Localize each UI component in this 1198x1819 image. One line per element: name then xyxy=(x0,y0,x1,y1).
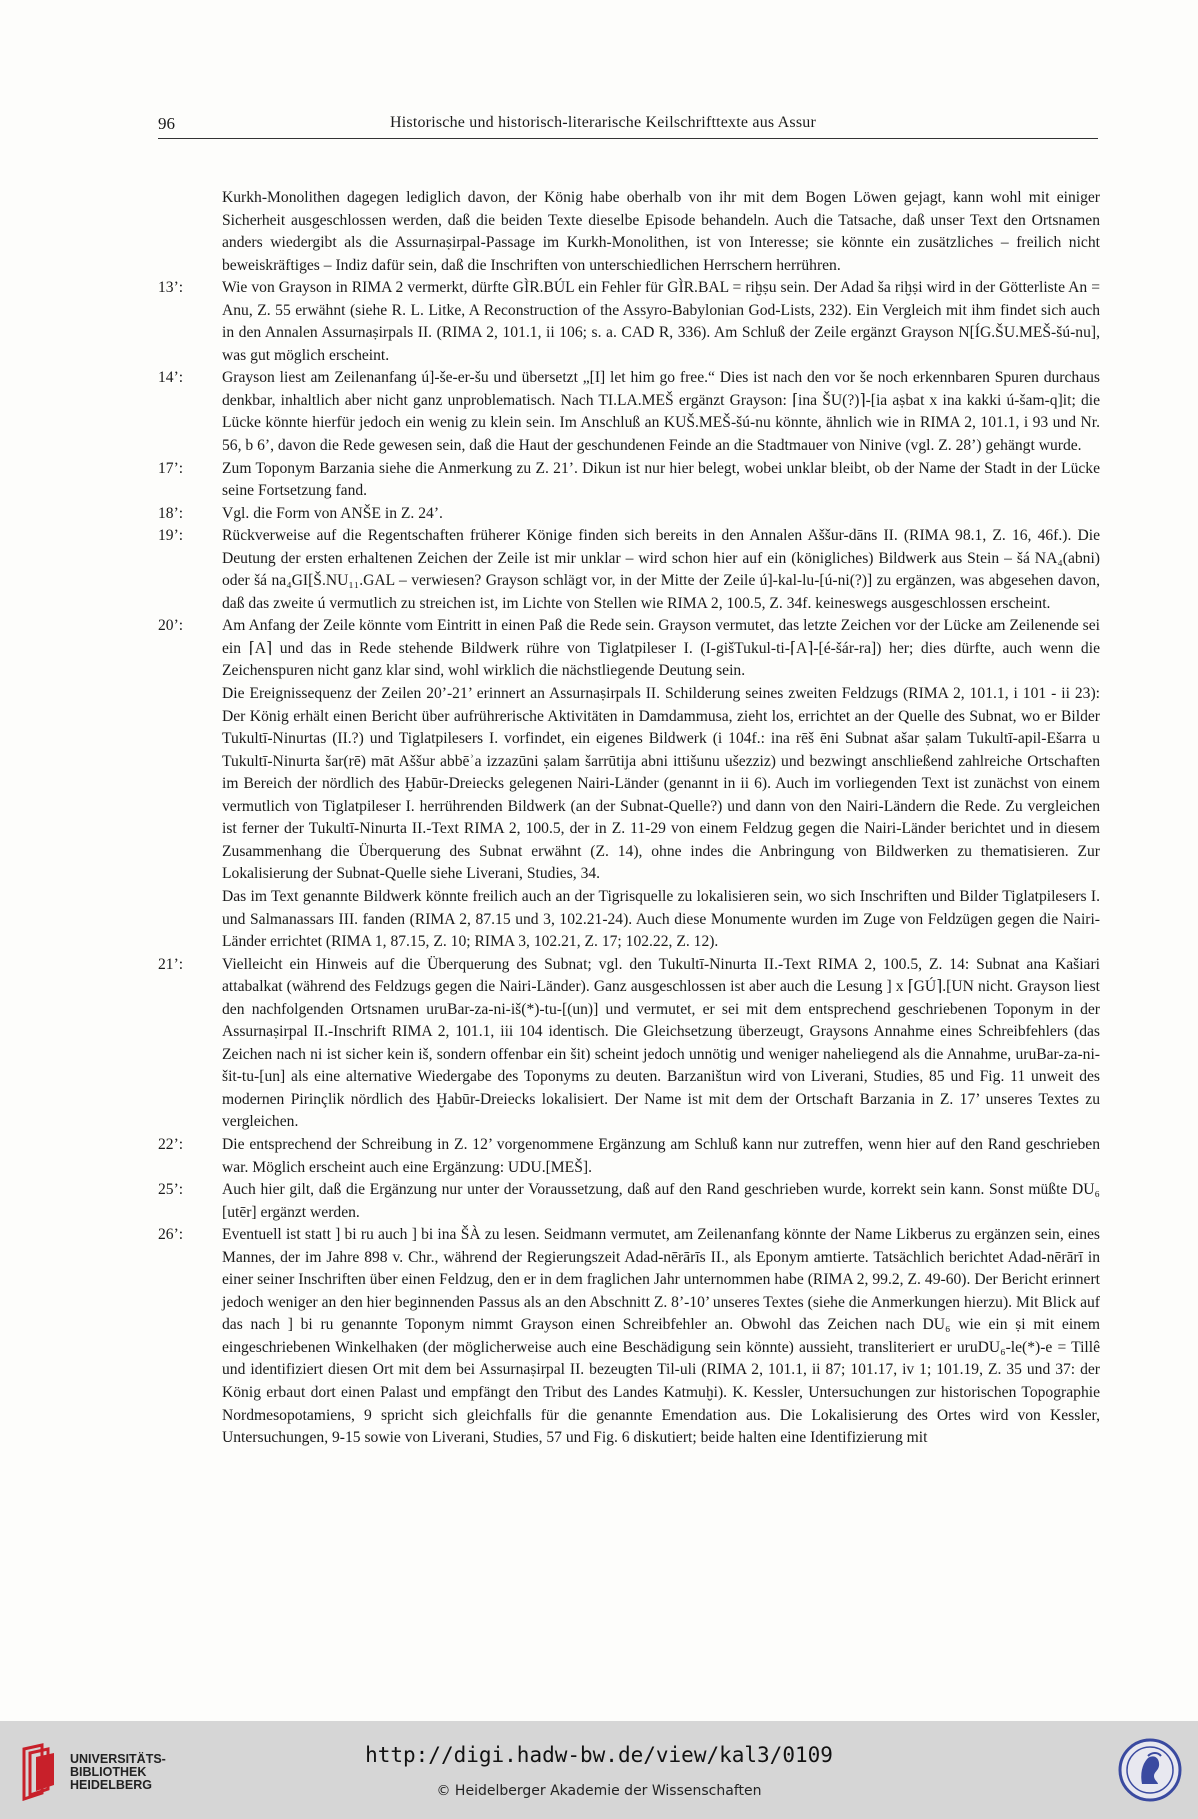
note-20-continuation-2: Das im Text genannte Bildwerk könnte freilich auch an der Tigrisquelle zu lokalisieren sein, wo sich Inschriften und Bilder Tiglatpilesers I. und Salmanassars III. fanden (RIMA 2, 87.15 und 3, 102.21-24). Auch diese Monumente wurden im Zuge von Feldzügen gegen die Nairi-Länder errichtet (RIMA 1, 87.15, Z. 10; RIMA 3, 102.21, Z. 17; 102.22, Z. 12). xyxy=(222,887,1100,951)
note-14 xyxy=(158,367,1100,457)
note-26 xyxy=(158,1224,1100,1449)
note-19 xyxy=(158,525,1100,615)
intro-paragraph: Kurkh-Monolithen dagegen lediglich davon, der König habe oberhalb von ihr mit dem Bogen Löwen gejagt, kann wohl mit einiger Sicherheit ausgeschlossen werden, daß die beiden Texte dieselbe Episode behandeln. Auch die Tatsache, daß unser Text den Ortsnamen anders wiedergibt als die Assurnaṣirpal-Passage im Kurkh-Monolithen, ist von Interesse; sie könnte ein zusätzliches – freilich nicht beweiskräftiges – Indiz dafür sein, daß die Inschriften von unterschiedlichen Herrschern herrühren. xyxy=(222,189,1100,274)
note-number: 17’: xyxy=(158,459,184,477)
note-20 xyxy=(158,615,1100,683)
academy-seal-icon[interactable] xyxy=(1118,1738,1182,1802)
note-text: Grayson liest am Zeilenanfang ú]-še-er-šu und übersetzt „[I] let him go free.“ Dies ist nach den vor še noch erkennbaren Spuren durchaus denkbar, inhaltlich aber nicht ganz unproblematisch. Nach TI.LA.MEŠ ergänzt Grayson: ⌈ina ŠU(?)⌉-[ia aṣbat x ina kakki ú-šam-q]it; die Lücke könnte hierfür jedoch ein wenig zu klein sein. Im Anschluß an KUŠ.MEŠ-šú-nu könnte, ähnlich wie in RIMA 2, 101.1, i 93 und Nr. 56, b 6’, davon die Rede gewesen sein, daß die Haut der geschundenen Feinde an die Stadtmauer von Ninive (vgl. Z. 28’) gehängt wurde. xyxy=(222,369,1100,455)
note-number: 21’: xyxy=(158,955,184,973)
library-name-line: UNIVERSITÄTS- xyxy=(70,1752,166,1766)
digitization-footer xyxy=(0,1721,1198,1819)
running-header xyxy=(158,112,1098,139)
note-text: Auch hier gilt, daß die Ergänzung nur unter der Voraussetzung, daß auf den Rand geschrieben wurde, korrekt sein kann. Sonst müßte DU₆ [utēr] ergänzt werden. xyxy=(222,1181,1100,1221)
note-25 xyxy=(158,1179,1100,1224)
page-number: 96 xyxy=(158,114,175,133)
note-number: 13’: xyxy=(158,279,184,297)
note-number: 19’: xyxy=(158,527,184,545)
note-18 xyxy=(158,503,1100,526)
note-number: 20’: xyxy=(158,617,184,635)
note-text: Vgl. die Form von ANŠE in Z. 24’. xyxy=(222,504,443,522)
note-text: Eventuell ist statt ] bi ru auch ] bi ina ŠÀ zu lesen. Seidmann vermutet, am Zeilenanfang könnte der Name Likberus zu ergänzen sein, eines Mannes, der im Jahre 898 v. Chr., während der Regierungszeit Adad-nērārīs II., als Eponym amtierte. Tatsächlich berichtet Adad-nērārī in einer seiner Inschriften über einen Feldzug, den er in dem fraglichen Jahr unternommen habe (RIMA 2, 99.2, Z. 49-60). Der Bericht erinnert jedoch weniger an den hier beginnenden Passus als an den Abschnitt Z. 8’-10’ unseres Textes (siehe die Anmerkungen hierzu). Mit Blick auf das nach ] bi ru genannte Toponym nimmt Grayson einen Schreibfehler an. Obwohl das Zeichen nach DU₆ wie ein ṣi mit einem eingeschriebenen Winkelhaken (der möglicherweise auch eine Beschädigung sein könnte) aussieht, transliteriert er uruDU₆-le(*)-e = Tillê und identifiziert diesen Ort mit dem bei Assurnaṣirpal II. bezeugten Til-uli (RIMA 2, 101.1, ii 87; 101.17, iv 1; 101.19, Z. 35 und 37: der König erbaut dort einen Palast und empfängt den Tribut des Landes Katmuḫi). K. Kessler, Untersuchungen zur historischen Topographie Nordmesopotamiens, 9 spricht sich gleichfalls für die genannte Emendation aus. Die Lokalisierung des Ortes wird von Kessler, Untersuchungen, 9-15 sowie von Liverani, Studies, 57 und Fig. 6 diskutiert; beide halten eine Identifizierung mit xyxy=(222,1226,1100,1447)
permalink-url[interactable]: http://digi.hadw-bw.de/view/kal3/0109 xyxy=(365,1743,833,1767)
note-text: Am Anfang der Zeile könnte vom Eintritt in einen Paß die Rede sein. Grayson vermutet, das letzte Zeichen vor der Lücke am Zeilenende sei ein ⌈A⌉ und das in Rede stehende Bildwerk rühre von Tiglatpileser I. (I-gišTukul-ti-⌈A⌉-[é-šár-ra]) her; dies dürfte, auch wenn die Zeichenspuren nicht ganz klar sind, wohl wirklich die nächstliegende Deutung sein. xyxy=(222,617,1100,680)
note-20-continuation-1: Die Ereignissequenz der Zeilen 20’-21’ erinnert an Assurnaṣirpals II. Schilderung seines zweiten Feldzugs (RIMA 2, 101.1, i 101 - ii 23): Der König erhält einen Bericht über aufrührerische Aktivitäten in Damdammusa, zieht los, errichtet an der Quelle des Subnat, wo er Bilder Tukultī-Ninurtas (II.?) und Tiglatpilesers I. vorfindet, ein eigenes Bildwerk (i 104f.: ina rēš ēni Subnat ašar ṣalam Tukultī-apil-Ešarra u Tukultī-Ninurta šar(rē) māt Aššur abbēʾa izzazūni ṣalam šarrūtija abni ittišunu ušezziz) und bezwingt anschließend zahlreiche Ortschaften im Bereich der nördlich des Ḫabūr-Dreiecks gelegenen Nairi-Länder (genannt in ii 6). Auch im vorliegenden Text ist zunächst von einem vermutlich von Tiglatpileser I. herrührenden Bildwerk (an der Subnat-Quelle?) und dann von den Nairi-Ländern die Rede. Zu vergleichen ist ferner der Tukultī-Ninurta II.-Text RIMA 2, 100.5, der in Z. 11-29 von einem Feldzug gegen die Nairi-Länder berichtet und in diesem Zusammenhang die Überquerung des Subnat erwähnt (Z. 14), ohne indes die Anbringung von Bildwerken zu thematisieren. Zur Lokalisierung der Subnat-Quelle siehe Liverani, Studies, 34. xyxy=(222,685,1100,883)
note-number: 25’: xyxy=(158,1181,184,1199)
note-number: 26’: xyxy=(158,1226,184,1244)
note-text: Zum Toponym Barzania siehe die Anmerkung zu Z. 21’. Dikun ist nur hier belegt, wobei unklar bleibt, ob der Name der Stadt in der Lücke seine Fortsetzung fand. xyxy=(222,459,1100,500)
note-13 xyxy=(158,277,1100,367)
note-number: 14’: xyxy=(158,369,184,387)
page-body xyxy=(158,187,1100,1450)
library-name-line: HEIDELBERG xyxy=(70,1778,152,1792)
note-text: Die entsprechend der Schreibung in Z. 12’ vorgenommene Ergänzung am Schluß kann nur zutreffen, wenn hier auf den Rand geschrieben war. Möglich erscheint auch eine Ergänzung: UDU.[MEŠ]. xyxy=(222,1135,1100,1176)
note-number: 18’: xyxy=(158,504,184,522)
note-text: Vielleicht ein Hinweis auf die Überquerung des Subnat; vgl. den Tukultī-Ninurta II.-Text RIMA 2, 100.5, Z. 14: Subnat ana Kašiari attabalkat (während des Feldzugs gegen die Nairi-Länder). Ganz ausgeschlossen ist aber auch die Lesung ] x ⌈GÚ⌉.[UN nicht. Grayson liest den nachfolgenden Ortsnamen uruBar-za-ni-iš(*)-tu-[(un)] und vermutet, er sei mit dem entsprechend geschriebenen Toponym in der Assurnaṣirpal II.-Inschrift RIMA 2, 101.1, iii 104 identisch. Die Gleichsetzung überzeugt, Graysons Annahme eines Schreibfehlers (das Zeichen nach ni ist sicher kein iš, sondern offenbar ein šit) scheint jedoch unnötig und weniger naheliegend als die Annahme, uruBar-za-ni-šit-tu-[un] als eine alternative Wiedergabe des Toponyms zu deuten. Barzaništun wird von Liverani, Studies, 85 und Fig. 11 unweit des modernen Pirinçlik nördlich des Ḫabūr-Dreiecks lokalisiert. Der Name ist mit dem der Ortschaft Barzania in Z. 17’ unseres Textes zu vergleichen. xyxy=(222,955,1100,1131)
running-title: Historische und historisch-literarische Keilschrifttexte aus Assur xyxy=(390,114,816,131)
note-number: 22’: xyxy=(158,1135,184,1153)
note-17 xyxy=(158,458,1100,503)
note-text: Rückverweise auf die Regentschaften früherer Könige finden sich bereits in den Annalen Aššur-dāns II. (RIMA 98.1, Z. 16, 46f.). Die Deutung der ersten erhaltenen Zeichen der Zeile ist mir unklar – wird schon hier auf ein (königliches) Bildwerk aus Stein – šá NA₄(abni) oder šá na₄GI[Š.NU₁₁.GAL – verwiesen? Grayson schlägt vor, in der Mitte der Zeile ú]-kal-lu-[ú-ni(?)] zu ergänzen, was abgesehen davon, daß das zweite ú vermutlich zu streichen ist, im Lichte von Stellen wie RIMA 2, 100.5, Z. 34f. keineswegs ausgeschlossen erscheint. xyxy=(222,527,1100,612)
copyright-notice: © Heidelberger Akademie der Wissenschaften xyxy=(436,1783,762,1799)
note-text: Wie von Grayson in RIMA 2 vermerkt, dürfte GÌR.BÚL ein Fehler für GÌR.BAL = riḫṣu sein. Der Adad ša riḫṣi wird in der Götterliste An = Anu, Z. 55 erwähnt (siehe R. L. Litke, A Reconstruction of the Assyro-Babylonian God-Lists, 232). Ein Vergleich mit ihm findet sich auch in den Annalen Assurnaṣirpals II. (RIMA 2, 101.1, ii 106; s. a. CAD R, 336). Am Schluß der Zeile ergänzt Grayson N[ÍG.ŠU.MEŠ-šú-nu], was gut möglich erscheint. xyxy=(222,279,1100,364)
library-name-line: BIBLIOTHEK xyxy=(70,1765,147,1779)
note-22 xyxy=(158,1134,1100,1179)
note-21 xyxy=(158,954,1100,1134)
